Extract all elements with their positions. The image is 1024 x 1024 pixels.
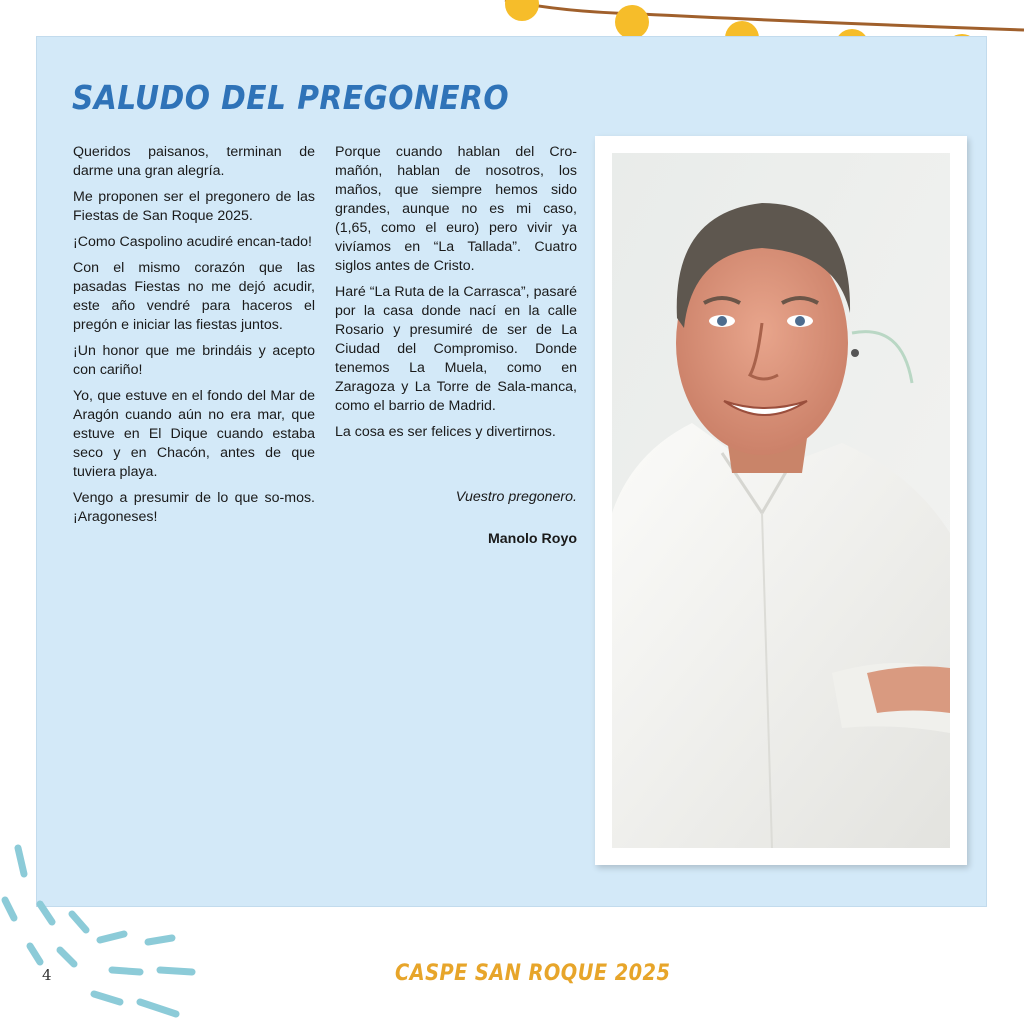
paragraph: ¡Como Caspolino acudiré encan-tado! xyxy=(73,234,312,250)
signature-closing: Vuestro pregonero. xyxy=(455,489,577,505)
paragraph: La cosa es ser felices y divertirnos. xyxy=(335,424,556,440)
portrait-photo-icon xyxy=(612,153,950,848)
garland-bulb xyxy=(505,0,539,21)
paragraph: Porque cuando hablan del Cro-mañón, hablan de nosotros, los maños, que siempre hemos sido grandes, aunque no es mi caso, (1,65, como el euro) pero vivir ya vivíamos en “La Tallada”. Cuatro siglos antes de Cristo. xyxy=(335,144,577,274)
paragraph: Con el mismo corazón que las pasadas Fiestas no me dejó acudir, este año vendré para haceros el pregón e iniciar las fiestas juntos. xyxy=(73,260,315,333)
text-column-2 xyxy=(335,143,577,449)
paragraph: Haré “La Ruta de la Carrasca”, pasaré por la casa donde nací en la calle Rosario y presumiré de ser de La Ciudad del Compromiso. Donde tenemos La Muela, como en Zaragoza y La Torre de Sala-manca, como el barrio de Madrid. xyxy=(335,284,577,414)
signature-name: Manolo Royo xyxy=(487,531,577,547)
paragraph: Queridos paisanos, terminan de darme una gran alegría. xyxy=(73,144,315,179)
burst-decoration xyxy=(0,830,210,1024)
paragraph: Vengo a presumir de lo que so-mos. ¡Aragoneses! xyxy=(73,490,315,525)
page-number: 4 xyxy=(42,966,52,984)
paragraph: Yo, que estuve en el fondo del Mar de Aragón cuando aún no era mar, que estuve en El Dique cuando estaba seco y en Chacón, antes de que tuviera playa. xyxy=(73,388,315,480)
page-title: SALUDO DEL PREGONERO xyxy=(72,78,510,117)
text-column-1 xyxy=(73,143,315,534)
paragraph: Me proponen ser el pregonero de las Fiestas de San Roque 2025. xyxy=(73,189,315,224)
footer-title: CASPE SAN ROQUE 2025 xyxy=(395,961,671,986)
photo-frame xyxy=(595,136,967,865)
garland-string xyxy=(505,0,1024,30)
garland-bulb xyxy=(615,5,649,39)
paragraph: ¡Un honor que me brindáis y acepto con cariño! xyxy=(73,343,315,378)
